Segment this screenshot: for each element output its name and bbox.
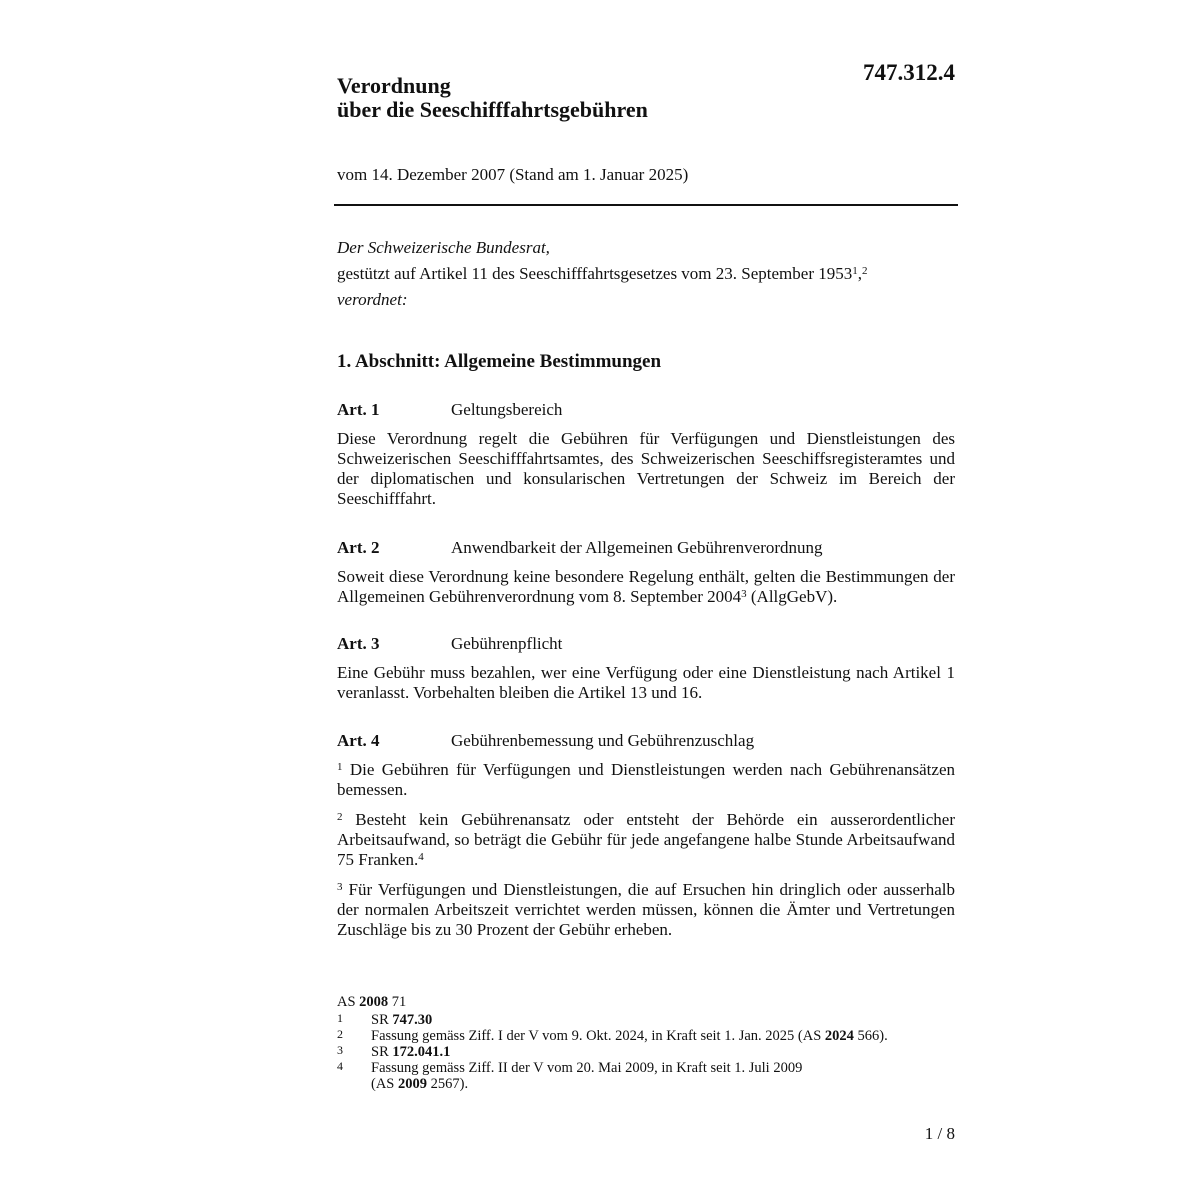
paragraph-number: 2 bbox=[337, 811, 343, 823]
footnote-bold: 747.30 bbox=[392, 1012, 433, 1028]
article-text-part: (AllgGebV). bbox=[746, 587, 838, 606]
article-heading bbox=[337, 634, 955, 654]
footnote-text: 2567). bbox=[427, 1076, 469, 1092]
preamble-separator: , bbox=[857, 264, 862, 283]
preamble-authority: Der Schweizerische Bundesrat, bbox=[337, 238, 550, 257]
footnote-4 bbox=[337, 1060, 957, 1092]
footnote-text: (AS bbox=[371, 1076, 398, 1092]
footnote-number: 3 bbox=[337, 1043, 343, 1057]
article-heading bbox=[337, 731, 955, 751]
paragraph-text: Für Verfügungen und Dienstleistungen, die auf Ersuchen hin dringlich oder ausserhalb der normalen Arbeitszeit verrichtet werden müssen, können die Ämter und Vertretungen Zuschläge bis zu 30 Prozent der Gebühr erheben. bbox=[337, 880, 955, 939]
article-number: Art. 4 bbox=[337, 731, 380, 750]
official-collection-ref bbox=[337, 994, 957, 1010]
article-1 bbox=[337, 400, 955, 519]
sr-number: 747.312.4 bbox=[863, 60, 955, 85]
footnote-bold: 2024 bbox=[824, 1028, 854, 1044]
header-divider bbox=[334, 204, 958, 206]
footnote-text: Fassung gemäss Ziff. I der V vom 9. Okt. 2024, in Kraft seit 1. Jan. 2025 (AS bbox=[371, 1028, 825, 1044]
footnote-ref-3[interactable]: 3 bbox=[741, 588, 747, 600]
article-text-part: Soweit diese Verordnung keine besondere Regelung enthält, gelten die Bestimmungen der Allgemeinen Gebührenverordnung vom 8. September 2004 bbox=[337, 567, 955, 606]
paragraph-number: 3 bbox=[337, 881, 343, 893]
footnote-ref-2[interactable]: 2 bbox=[861, 265, 868, 277]
footnote-ref-4[interactable]: 4 bbox=[418, 851, 424, 863]
footnote-1 bbox=[337, 1012, 957, 1028]
section-title: 1. Abschnitt: Allgemeine Bestimmungen bbox=[337, 351, 662, 372]
article-title: Geltungsbereich bbox=[451, 400, 563, 419]
footnote-text: Fassung gemäss Ziff. II der V vom 20. Mai 2009, in Kraft seit 1. Juli 2009 bbox=[371, 1060, 803, 1076]
as-prefix: AS bbox=[337, 994, 360, 1010]
document-title bbox=[337, 74, 648, 122]
article-text: Diese Verordnung regelt die Gebühren für Verfügungen und Dienstleistungen des Schweizerischen Seeschifffahrtsamtes, des Schweizerischen Seeschiffsregisteramtes und der diplomatischen und konsularischen Vertretungen der Schweiz im Bereich der Seeschifffahrt. bbox=[337, 429, 955, 508]
paragraph-text: Die Gebühren für Verfügungen und Dienstleistungen werden nach Gebührenansätzen bemessen. bbox=[337, 760, 955, 799]
footnotes bbox=[337, 994, 957, 1092]
article-number: Art. 1 bbox=[337, 400, 380, 419]
footnote-bold: 172.041.1 bbox=[392, 1044, 451, 1060]
article-4 bbox=[337, 731, 955, 950]
as-year: 2008 bbox=[359, 994, 389, 1010]
title-line-1: Verordnung bbox=[337, 73, 451, 98]
article-text: Eine Gebühr muss bezahlen, wer eine Verfügung oder eine Dienstleistung nach Artikel 1 veranlasst. Vorbehalten bleiben die Artikel 13 und 16. bbox=[337, 663, 955, 702]
preamble-basis-text: gestützt auf Artikel 11 des Seeschifffahrtsgesetzes vom 23. September 1953 bbox=[337, 264, 853, 283]
article-2 bbox=[337, 538, 955, 617]
footnote-3 bbox=[337, 1044, 957, 1060]
title-line-2: über die Seeschifffahrtsgebühren bbox=[337, 97, 648, 122]
footnote-text: SR bbox=[371, 1012, 393, 1028]
preamble-decree: verordnet: bbox=[337, 290, 408, 309]
footnote-text: 566). bbox=[853, 1028, 888, 1044]
paragraph-text: Besteht kein Gebührenansatz oder entsteht der Behörde ein ausserordentlicher Arbeitsaufwand, so beträgt die Gebühr für jede angefangene halbe Stunde Arbeitsaufwand 75 Franken. bbox=[337, 810, 955, 869]
footnote-number: 1 bbox=[337, 1011, 343, 1025]
article-heading bbox=[337, 400, 955, 420]
footnote-number: 4 bbox=[337, 1059, 343, 1073]
preamble-basis bbox=[337, 261, 957, 287]
footnote-2 bbox=[337, 1028, 957, 1044]
article-number: Art. 2 bbox=[337, 538, 380, 557]
article-3 bbox=[337, 634, 955, 713]
article-heading bbox=[337, 538, 955, 558]
date-line: vom 14. Dezember 2007 (Stand am 1. Januar 2025) bbox=[337, 165, 689, 184]
paragraph-2 bbox=[337, 810, 955, 870]
page-number: 1 / 8 bbox=[924, 1124, 955, 1143]
article-title: Gebührenbemessung und Gebührenzuschlag bbox=[451, 731, 755, 750]
paragraph-number: 1 bbox=[337, 761, 343, 773]
article-title: Anwendbarkeit der Allgemeinen Gebührenverordnung bbox=[451, 538, 823, 557]
footnote-number: 2 bbox=[337, 1027, 343, 1041]
paragraph-3 bbox=[337, 880, 955, 940]
footnote-bold: 2009 bbox=[398, 1076, 427, 1092]
as-page: 71 bbox=[388, 994, 407, 1010]
article-text bbox=[337, 567, 955, 607]
footnote-text: SR bbox=[371, 1044, 393, 1060]
article-number: Art. 3 bbox=[337, 634, 380, 653]
paragraph-1 bbox=[337, 760, 955, 800]
footnote-ref-1[interactable]: 1 bbox=[852, 265, 858, 277]
article-title: Gebührenpflicht bbox=[451, 634, 563, 653]
preamble bbox=[337, 235, 957, 313]
